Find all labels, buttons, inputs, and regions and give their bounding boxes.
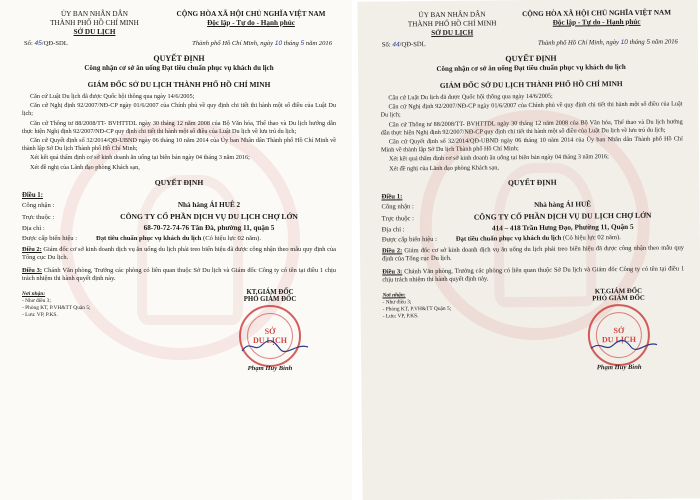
national-heading — [511, 8, 681, 28]
legal-basis: Căn cứ Quyết định số 32/2014/QĐ-UBND ngày 06 tháng 10 năm 2014 của Ủy ban Nhân dân Thành phố Hồ Chí Minh về thành lập Sở Du lịch Thành phố Hồ Chí Minh; — [22, 137, 336, 153]
document-number: Số: 45/QĐ-SDL — [24, 40, 68, 47]
decision-document-right — [357, 0, 700, 500]
legal-basis: Xét kết quả thẩm định cơ sở kinh doanh ăn uống tại biên bản ngày 04 tháng 3 năm 2016; — [30, 154, 250, 162]
nation-motto: Độc lập - Tự do - Hạnh phúc — [552, 17, 641, 27]
certification-value: Đạt tiêu chuẩn phục vụ khách du lịch — [96, 234, 202, 242]
article-3: Điều 3: Chánh Văn phòng, Trưởng các phòng có liên quan thuộc Sở Du lịch và Giám đốc Công ty có tên tại điều 1 chịu trách nhiệm thi hành quyết định này. — [22, 266, 337, 283]
address-value: 68-70-72-74-76 Tân Đà, phường 11, quận 5 — [143, 223, 275, 232]
legal-basis: Căn cứ Quyết định số 32/2014/QĐ-UBND ngày 06 tháng 10 năm 2014 của Ủy ban Nhân dân Thành phố Hồ Chí Minh về thành lập Sở Du lịch Thành phố Hồ Chí Minh; — [380, 135, 683, 154]
director-heading: GIÁM ĐỐC SỞ DU LỊCH THÀNH PHỐ HỒ CHÍ MINH — [87, 80, 271, 89]
recipients-list: Nơi nhận: - Như điều 3; - Phòng KT, P.VH&TT Quận 5; - Lưu: VP, P.KS. — [382, 292, 452, 320]
agency-line: THÀNH PHỐ HỒ CHÍ MINH — [407, 19, 497, 29]
recipient-item: - Phòng KT, P.VH&TT Quận 5; — [22, 305, 91, 312]
document-footer — [382, 288, 685, 381]
recipient-item: - Như điều 3; — [22, 298, 51, 305]
signer-name: Phạm Huy Bình — [247, 365, 293, 373]
document-header — [22, 6, 336, 50]
recognized-establishment: Công nhận : Nhà hàng ÁI HUÊ — [381, 199, 683, 210]
company-name: CÔNG TY CỔ PHẦN DỊCH VỤ DU LỊCH CHỢ LỚN — [120, 211, 298, 221]
document-number: Số: 44/QĐ-SDL — [381, 41, 426, 49]
decide-heading: QUYẾT ĐỊNH — [154, 177, 204, 187]
issuing-agency — [22, 10, 167, 37]
handwritten-month: 5 — [300, 40, 305, 47]
legal-basis: Căn cứ Luật Du lịch đã được Quốc hội thông qua ngày 14/6/2005; — [30, 93, 195, 100]
parent-company: Trực thuộc : CÔNG TY CỔ PHẦN DỊCH VỤ DU LỊCH CHỢ LỚN — [382, 210, 684, 222]
recipient-item: - Lưu: VP, P.KS. — [382, 313, 419, 320]
decision-subtitle: Công nhận cơ sở ăn uống Đạt tiêu chuẩn phục vụ khách du lịch — [84, 64, 274, 72]
director-heading: GIÁM ĐỐC SỞ DU LỊCH THÀNH PHỐ HỒ CHÍ MINH — [439, 79, 623, 90]
establishment-address: Địa chỉ : 68-70-72-74-76 Tân Đà, phường 11, quận 5 — [22, 224, 336, 232]
decision-subtitle: Công nhận cơ sở ăn uống Đạt tiêu chuẩn phục vụ khách du lịch — [436, 62, 626, 73]
handwritten-number: 45 — [34, 40, 42, 47]
document-content — [379, 4, 686, 497]
certification: Được cấp biển hiệu : Đạt tiêu chuẩn phục vụ khách du lịch (Có hiệu lực 02 năm). — [381, 233, 621, 244]
agency-line: ỦY BAN NHÂN DÂN — [60, 10, 128, 18]
company-name: CÔNG TY CỔ PHẦN DỊCH VỤ DU LỊCH CHỢ LỚN — [473, 210, 652, 222]
decision-title: QUYẾT ĐỊNH — [505, 53, 557, 64]
handwritten-month: 5 — [646, 38, 651, 46]
establishment-name: Nhà hàng ÁI HUÊ — [534, 200, 592, 209]
article-2: Điều 2: Giám đốc cơ sở kinh doanh dịch vụ ăn uống du lịch phải treo biển hiệu đã được công nhận theo mẫu quy định của Tổng cục Du lịch. — [381, 244, 685, 263]
signature-block: KT.GIÁM ĐỐC PHÓ GIÁM ĐỐC SỞ DU LỊCH Phạm Huy Bình — [210, 289, 330, 367]
certification-value: Đạt tiêu chuẩn phục vụ khách du lịch — [455, 234, 562, 243]
validity-period: (Có hiệu lực 02 năm). — [562, 233, 621, 242]
recipient-item: - Phòng KT, P.VH&TT Quận 5; — [382, 306, 452, 313]
establishment-address: Địa chỉ : 414 – 418 Trần Hưng Đạo, Phường 11, Quận 5 — [382, 222, 684, 233]
article-1-label: Điều 1: — [381, 193, 403, 201]
handwritten-day: 10 — [620, 38, 628, 47]
nation-name: CỘNG HÒA XÃ HỘI CHỦ NGHĨA VIỆT NAM — [522, 8, 672, 19]
certification: Được cấp biển hiệu : Đạt tiêu chuẩn phục vụ khách du lịch (Có hiệu lực 02 năm). — [22, 234, 261, 242]
article-1-label: Điều 1: — [22, 191, 43, 199]
handwritten-signature — [240, 337, 310, 355]
establishment-name: Nhà hàng ÁI HUÊ 2 — [177, 200, 241, 209]
recipients-list: Nơi nhận: - Như điều 3; - Phòng KT, P.VH&TT Quận 5; - Lưu: VP, P.KS. — [22, 291, 91, 319]
validity-period: (Có hiệu lực 02 năm). — [203, 234, 261, 242]
handwritten-signature — [589, 336, 659, 355]
document-date: Thành phố Hồ Chí Minh, ngày 10 tháng 5 năm 2016 — [537, 38, 678, 47]
decide-heading: QUYẾT ĐỊNH — [507, 177, 557, 188]
legal-basis: Căn cứ Thông tư 88/2008/TT- BVHTTDL ngày 30 tháng 12 năm 2008 của Bộ Văn hóa, Thể thao và Du lịch hướng dẫn thực hiện Nghị định 92/2007/NĐ-CP quy định chi tiết thi hành một số điều của Luật Du lịch về lưu trú du lịch; — [22, 119, 336, 135]
article-3: Điều 3: Chánh Văn phòng, Trưởng các phòng có liên quan thuộc Sở Du lịch và Giám đốc Công ty có tên tại điều 1 chịu trách nhiệm thi hành quyết định này. — [382, 265, 685, 284]
handwritten-day: 10 — [274, 40, 283, 47]
national-heading — [166, 10, 336, 28]
legal-basis: Căn cứ Thông tư 88/2008/TT- BVHTTDL ngày 30 tháng 12 năm 2008 của Bộ Văn hóa, Thể thao và Du lịch hướng dẫn thực hiện Nghị định 92/2007/NĐ-CP quy định chi tiết thi hành một số điều của Luật Du lịch về lưu trú du lịch; — [380, 118, 683, 137]
legal-basis: Căn cứ Nghị định 92/2007/NĐ-CP ngày 01/6/2007 của Chính phủ về quy định chi tiết thi hành một số điều của Luật Du lịch; — [22, 102, 336, 118]
signature-block: KT.GIÁM ĐỐC PHÓ GIÁM ĐỐC SỞ DU LỊCH Phạm Huy Bình — [558, 288, 679, 367]
agency-line: THÀNH PHỐ HỒ CHÍ MINH — [50, 19, 139, 27]
nation-motto: Độc lập - Tự do - Hạnh phúc — [207, 19, 295, 27]
legal-basis: Căn cứ Nghị định 92/2007/NĐ-CP ngày 01/6/2007 của Chính phủ về quy định chi tiết thi hành một số điều của Luật Du lịch; — [380, 100, 683, 119]
handwritten-number: 44 — [392, 41, 400, 49]
legal-basis: Xét đề nghị của Lãnh đạo phòng Khách sạn, — [389, 163, 499, 173]
address-value: 414 – 418 Trần Hưng Đạo, Phường 11, Quận 5 — [491, 222, 634, 233]
agency-line: ỦY BAN NHÂN DÂN — [418, 10, 486, 20]
agency-department: SỞ DU LỊCH — [431, 28, 474, 38]
official-seal: SỞ DU LỊCH — [239, 305, 301, 367]
parent-company: Trực thuộc : CÔNG TY CỔ PHẦN DỊCH VỤ DU LỊCH CHỢ LỚN — [22, 212, 336, 221]
recognized-establishment: Công nhận : Nhà hàng ÁI HUÊ 2 — [22, 201, 336, 209]
article-2: Điều 2: Giám đốc cơ sở kinh doanh dịch vụ ăn uống du lịch phải treo biển hiệu đã được công nhận theo mẫu quy định của Tổng cục Du lịch. — [22, 245, 336, 262]
document-content — [22, 6, 336, 496]
official-seal: SỞ DU LỊCH — [588, 304, 651, 367]
nation-name: CỘNG HÒA XÃ HỘI CHỦ NGHĨA VIỆT NAM — [176, 10, 326, 18]
legal-basis: Xét đề nghị của Lãnh đạo phòng Khách sạn, — [30, 163, 140, 171]
recipient-item: - Lưu: VP, P.KS. — [22, 312, 58, 319]
agency-department: SỞ DU LỊCH — [73, 28, 116, 36]
legal-basis: Căn cứ Luật Du lịch đã được Quốc hội thông qua ngày 14/6/2005; — [388, 92, 553, 102]
signer-name: Phạm Huy Bình — [596, 364, 642, 372]
decision-title: QUYẾT ĐỊNH — [153, 54, 205, 63]
document-header — [379, 4, 681, 51]
document-footer — [22, 289, 336, 379]
document-date: Thành phố Hồ Chí Minh, ngày 10 tháng 5 năm 2016 — [192, 40, 332, 47]
legal-basis: Xét kết quả thẩm định cơ sở kinh doanh ăn uống tại biên bản ngày 04 tháng 3 năm 2016; — [389, 153, 609, 163]
recipient-item: - Như điều 3; — [382, 299, 412, 306]
issuing-agency — [379, 10, 524, 39]
